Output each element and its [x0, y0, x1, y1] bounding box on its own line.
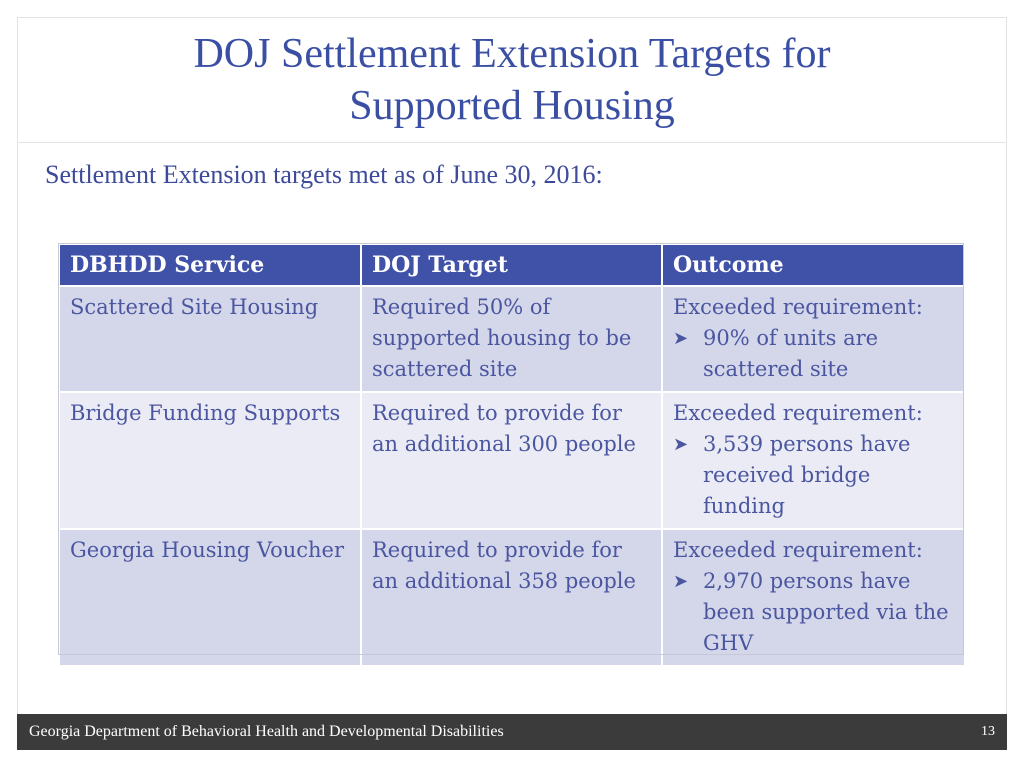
table-row: [59, 529, 965, 666]
arrow-bullet-icon: ➤: [673, 434, 689, 455]
header-dbhdd-service: DBHDD Service: [59, 244, 361, 286]
outcome-lead: Exceeded requirement:: [673, 538, 923, 562]
outcome-bullet-text: 90% of units are scattered site: [703, 326, 879, 381]
footer-bar: [17, 714, 1007, 750]
page-title: DOJ Settlement Extension Targets for Supported Housing: [193, 30, 831, 129]
outcome-cell: [662, 286, 965, 392]
arrow-bullet-icon: ➤: [673, 571, 689, 592]
service-cell: Bridge Funding Supports: [59, 392, 361, 529]
target-cell: Required to provide for an additional 300 people: [361, 392, 662, 529]
target-cell: Required to provide for an additional 358 people: [361, 529, 662, 666]
settlement-table-container: [58, 243, 964, 667]
outcome-bullet: [673, 429, 954, 522]
outcome-bullet-text: 2,970 persons have been supported via the GHV: [703, 569, 949, 655]
table-row: [59, 286, 965, 392]
arrow-bullet-icon: ➤: [673, 328, 689, 349]
service-cell: Scattered Site Housing: [59, 286, 361, 392]
table-header-row: [59, 244, 965, 286]
header-doj-target: DOJ Target: [361, 244, 662, 286]
outcome-lead: Exceeded requirement:: [673, 401, 923, 425]
outcome-lead: Exceeded requirement:: [673, 295, 923, 319]
footer-organization: Georgia Department of Behavioral Health and Developmental Disabilities: [29, 723, 504, 740]
service-cell: Georgia Housing Voucher: [59, 529, 361, 666]
settlement-table: [58, 243, 966, 667]
target-cell: Required 50% of supported housing to be scattered site: [361, 286, 662, 392]
header-outcome: Outcome: [662, 244, 965, 286]
subtitle: Settlement Extension targets met as of June 30, 2016:: [45, 160, 603, 189]
page-number: 13: [981, 724, 995, 739]
table-row: [59, 392, 965, 529]
outcome-cell: [662, 392, 965, 529]
outcome-cell: [662, 529, 965, 666]
outcome-bullet: [673, 566, 954, 659]
title-band: [17, 17, 1007, 143]
outcome-bullet: [673, 323, 954, 385]
outcome-bullet-text: 3,539 persons have received bridge funding: [703, 432, 911, 518]
